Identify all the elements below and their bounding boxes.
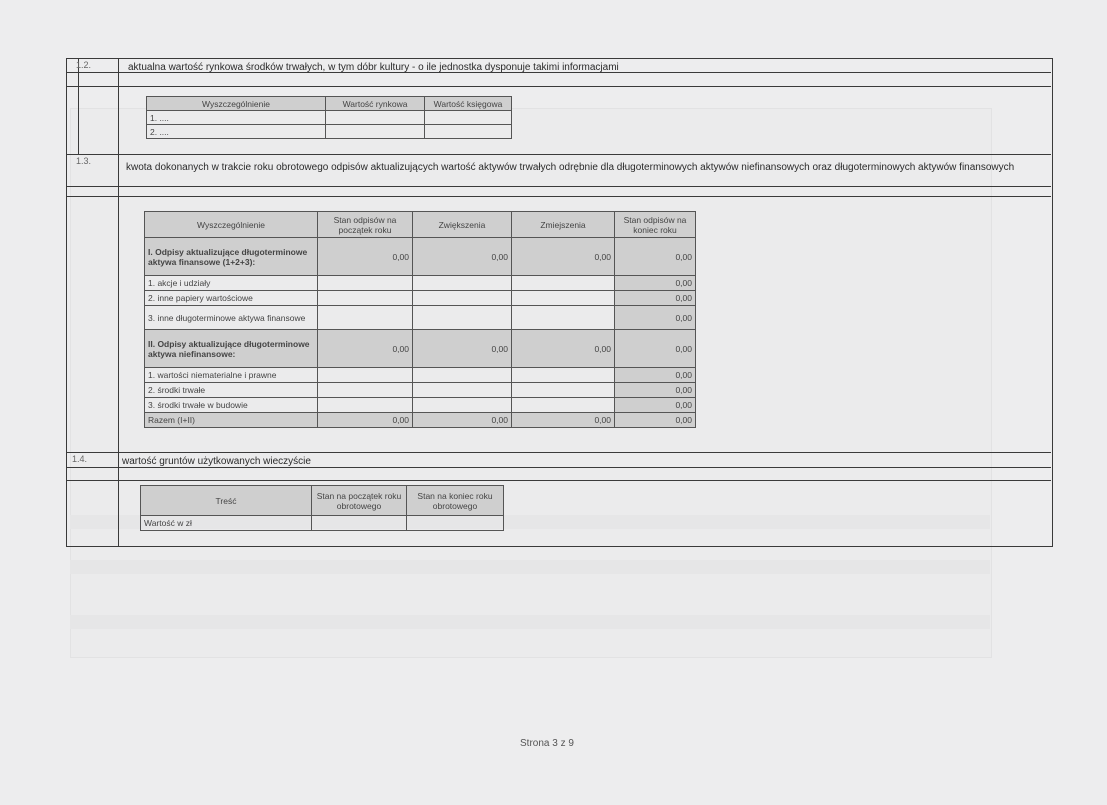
row-label: 3. inne długoterminowe aktywa finansowe [145, 306, 318, 330]
book-value-cell[interactable] [425, 111, 512, 125]
value-cell: 0,00 [615, 330, 696, 368]
bleed-through-strip [70, 615, 990, 629]
row-divider [66, 480, 1051, 481]
value-cell: 0,00 [413, 330, 512, 368]
value-cell: 0,00 [512, 330, 615, 368]
row-divider [66, 186, 1051, 187]
page-number: Strona 3 z 9 [520, 738, 574, 749]
market-value-cell[interactable] [326, 125, 425, 139]
value-cell: 0,00 [413, 238, 512, 276]
input-cell[interactable] [413, 291, 512, 306]
input-cell[interactable] [512, 291, 615, 306]
column-header: Wartość rynkowa [326, 97, 425, 111]
input-cell[interactable] [318, 383, 413, 398]
input-cell[interactable] [512, 383, 615, 398]
input-cell[interactable] [413, 276, 512, 291]
value-cell: 0,00 [318, 413, 413, 428]
section-number: 1.3. [76, 156, 92, 166]
row-label: Razem (I+II) [145, 413, 318, 428]
table-row [145, 330, 696, 368]
column-header: Stan odpisów na początek roku [318, 212, 413, 238]
row-divider [66, 86, 1051, 87]
value-cell: 0,00 [615, 413, 696, 428]
column-header: Treść [141, 486, 312, 516]
market-value-cell[interactable] [326, 111, 425, 125]
row-label: I. Odpisy aktualizujące długoterminowe aktywa finansowe (1+2+3): [145, 238, 318, 276]
book-value-cell[interactable] [425, 125, 512, 139]
row-label: 2. inne papiery wartościowe [145, 291, 318, 306]
input-cell[interactable] [318, 398, 413, 413]
row-label: 1. wartości niematerialne i prawne [145, 368, 318, 383]
row-label: 2. środki trwałe [145, 383, 318, 398]
table-row [145, 238, 696, 276]
table-row [145, 306, 696, 330]
table-row [145, 383, 696, 398]
input-cell[interactable] [318, 291, 413, 306]
input-cell[interactable] [318, 276, 413, 291]
value-cell: 0,00 [512, 238, 615, 276]
row-label: 1. .... [147, 111, 326, 125]
row-label: 2. .... [147, 125, 326, 139]
input-cell[interactable] [512, 276, 615, 291]
input-cell[interactable] [413, 368, 512, 383]
table-row [145, 413, 696, 428]
row-divider [66, 196, 1051, 197]
value-cell: 0,00 [318, 330, 413, 368]
column-header: Wyszczególnienie [147, 97, 326, 111]
section-title: aktualna wartość rynkowa środków trwałych, w tym dóbr kultury - o ile jednostka dysponuje takimi informacjami [128, 62, 619, 73]
row-label: Wartość w zł [141, 516, 312, 531]
value-cell: 0,00 [615, 276, 696, 291]
input-cell[interactable] [413, 398, 512, 413]
table-row [145, 368, 696, 383]
column-header: Zmiejszenia [512, 212, 615, 238]
value-cell: 0,00 [413, 413, 512, 428]
row-label: 3. środki trwałe w budowie [145, 398, 318, 413]
value-cell: 0,00 [615, 368, 696, 383]
input-cell[interactable] [318, 306, 413, 330]
section-title: wartość gruntów użytkowanych wieczyście [122, 456, 311, 467]
column-header: Stan na koniec roku obrotowego [407, 486, 504, 516]
column-header: Zwiększenia [413, 212, 512, 238]
column-header: Stan na początek roku obrotowego [312, 486, 407, 516]
row-divider [66, 452, 1051, 453]
number-column-divider [118, 58, 119, 546]
column-header: Wyszczególnienie [145, 212, 318, 238]
value-cell: 0,00 [615, 398, 696, 413]
table-row [141, 516, 504, 531]
value-cell: 0,00 [512, 413, 615, 428]
row-divider [66, 467, 1051, 468]
value-cell: 0,00 [615, 238, 696, 276]
row-label: 1. akcje i udziały [145, 276, 318, 291]
input-cell[interactable] [413, 383, 512, 398]
row-divider [66, 154, 1051, 155]
column-header: Stan odpisów na koniec roku [615, 212, 696, 238]
impairment-table [144, 211, 696, 428]
value-cell: 0,00 [615, 291, 696, 306]
table-row [147, 125, 512, 139]
table-row [145, 291, 696, 306]
input-cell[interactable] [512, 306, 615, 330]
value-cell: 0,00 [615, 306, 696, 330]
column-header: Wartość księgowa [425, 97, 512, 111]
input-cell[interactable] [512, 398, 615, 413]
input-cell[interactable] [512, 368, 615, 383]
section-title: kwota dokonanych w trakcie roku obrotowego odpisów aktualizujących wartość aktywów trwałych odrębnie dla długoterminowych aktywów niefinansowych oraz długoterminowych aktywów finansowych [126, 162, 1015, 173]
input-cell[interactable] [407, 516, 504, 531]
section-number: 1.2. [76, 60, 92, 70]
row-label: II. Odpisy aktualizujące długoterminowe aktywa niefinansowe: [145, 330, 318, 368]
input-cell[interactable] [312, 516, 407, 531]
input-cell[interactable] [318, 368, 413, 383]
input-cell[interactable] [413, 306, 512, 330]
section-number: 1.4. [72, 454, 88, 464]
perpetual-usufruct-table [140, 485, 504, 531]
table-row [145, 276, 696, 291]
market-value-table [146, 96, 512, 139]
bleed-through-strip [70, 560, 990, 574]
value-cell: 0,00 [318, 238, 413, 276]
value-cell: 0,00 [615, 383, 696, 398]
table-row [145, 398, 696, 413]
table-row [147, 111, 512, 125]
